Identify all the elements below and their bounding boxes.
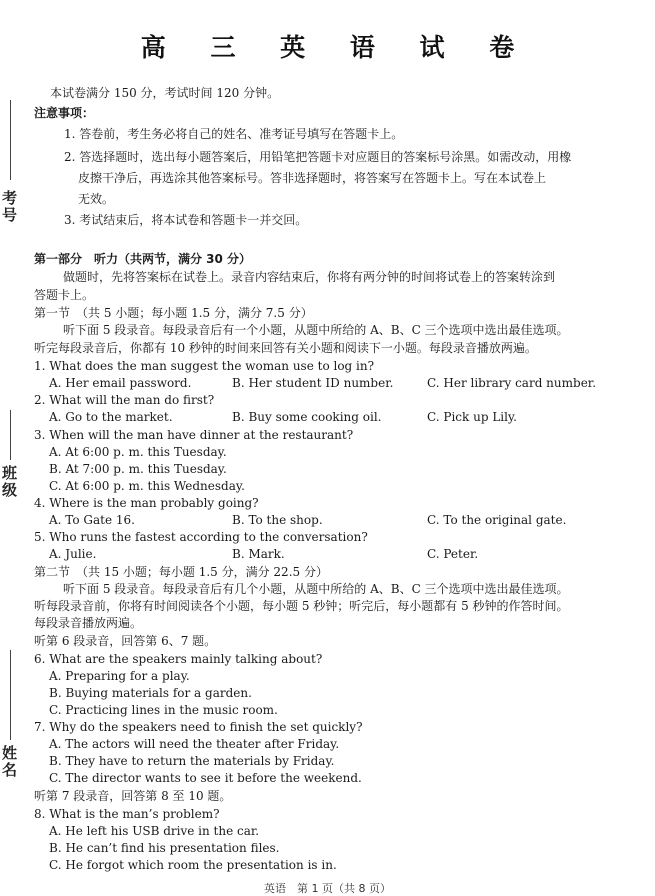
section2-desc: 听下面 5 段录音。每段录音后有几个小题，从题中所给的 A、B、C 三个选项中选出最佳选项。 — [63, 582, 569, 596]
part1-heading: 第一部分 听力（共两节，满分 30 分） — [34, 252, 252, 266]
option-b: B. Buy some cooking oil. — [232, 410, 382, 424]
option-a: A. He left his USB drive in the car. — [49, 824, 260, 838]
question: 6. What are the speakers mainly talking about? — [34, 652, 323, 666]
option-a: A. Her email password. — [49, 376, 192, 390]
option-c: C. Her library card number. — [427, 376, 597, 390]
intro-text: 本试卷满分 150 分，考试时间 120 分钟。 — [50, 86, 280, 100]
section1-desc: 听完每段录音后，你都有 10 秒钟的时间来回答有关小题和阅读下一小题。每段录音播放两遍。 — [34, 341, 537, 355]
page-footer: 英语 第 1 页（共 8 页） — [264, 882, 391, 895]
margin-label-exam-number: 考号 — [0, 190, 18, 224]
notice-item: 2. 答选择题时，选出每小题答案后，用铅笔把答题卡对应题目的答案标号涂黑。如需改动，用橡 — [64, 150, 572, 164]
notice-item: 无效。 — [78, 192, 115, 206]
option-b: B. To the shop. — [232, 513, 323, 527]
question: 3. When will the man have dinner at the restaurant? — [34, 428, 354, 442]
section1-heading: 第一节 （共 5 小题；每小题 1.5 分，满分 7.5 分） — [34, 306, 313, 320]
question: 1. What does the man suggest the woman use to log in? — [34, 359, 375, 373]
option-c: C. At 6:00 p. m. this Wednesday. — [49, 479, 245, 493]
question: 4. Where is the man probably going? — [34, 496, 259, 510]
notice-heading: 注意事项： — [34, 106, 95, 120]
option-c: C. Practicing lines in the music room. — [49, 703, 278, 717]
question: 8. What is the man’s problem? — [34, 807, 220, 821]
option-c: C. To the original gate. — [427, 513, 567, 527]
option-a: A. At 6:00 p. m. this Tuesday. — [49, 445, 227, 459]
option-c: C. Peter. — [427, 547, 479, 561]
notice-item: 皮擦干净后，再选涂其他答案标号。答非选择题时，将答案写在答题卡上。写在本试卷上 — [78, 171, 547, 185]
part1-desc: 做题时，先将答案标在试卷上。录音内容结束后，你将有两分钟的时间将试卷上的答案转涂到 — [63, 270, 556, 284]
page-title: 高 三 英 语 试 卷 — [140, 33, 533, 62]
listen-instruction: 听第 7 段录音，回答第 8 至 10 题。 — [34, 789, 232, 803]
margin-line — [10, 410, 11, 460]
section2-desc: 听每段录音前，你将有时间阅读各个小题，每小题 5 秒钟；听完后，每小题都有 5 秒钟的作答时间。 — [34, 599, 569, 613]
option-b: B. Buying materials for a garden. — [49, 686, 252, 700]
section2-heading: 第二节 （共 15 小题；每小题 1.5 分，满分 22.5 分） — [34, 565, 328, 579]
option-a: A. Julie. — [49, 547, 97, 561]
section1-desc: 听下面 5 段录音。每段录音后有一个小题，从题中所给的 A、B、C 三个选项中选出最佳选项。 — [63, 323, 569, 337]
binding-margin — [0, 0, 22, 892]
question: 7. Why do the speakers need to finish the set quickly? — [34, 720, 363, 734]
question: 5. Who runs the fastest according to the conversation? — [34, 530, 368, 544]
option-a: A. To Gate 16. — [49, 513, 135, 527]
option-c: C. Pick up Lily. — [427, 410, 517, 424]
question: 2. What will the man do first? — [34, 393, 215, 407]
margin-label-name: 姓名 — [0, 745, 18, 779]
option-b: B. Her student ID number. — [232, 376, 394, 390]
option-b: B. Mark. — [232, 547, 285, 561]
option-a: A. The actors will need the theater after Friday. — [49, 737, 340, 751]
notice-item: 1. 答卷前，考生务必将自己的姓名、准考证号填写在答题卡上。 — [64, 127, 404, 141]
option-b: B. He can’t find his presentation files. — [49, 841, 280, 855]
notice-item: 3. 考试结束后，将本试卷和答题卡一并交回。 — [64, 213, 308, 227]
margin-label-class: 班级 — [0, 465, 18, 499]
option-c: C. He forgot which room the presentation is in. — [49, 858, 337, 872]
option-c: C. The director wants to see it before the weekend. — [49, 771, 362, 785]
option-b: B. They have to return the materials by Friday. — [49, 754, 335, 768]
section2-desc: 每段录音播放两遍。 — [34, 616, 143, 630]
listen-instruction: 听第 6 段录音，回答第 6、7 题。 — [34, 634, 217, 648]
option-a: A. Go to the market. — [49, 410, 173, 424]
margin-line — [10, 650, 11, 740]
part1-desc: 答题卡上。 — [34, 288, 95, 302]
option-b: B. At 7:00 p. m. this Tuesday. — [49, 462, 227, 476]
margin-line — [10, 100, 11, 180]
option-a: A. Preparing for a play. — [49, 669, 190, 683]
